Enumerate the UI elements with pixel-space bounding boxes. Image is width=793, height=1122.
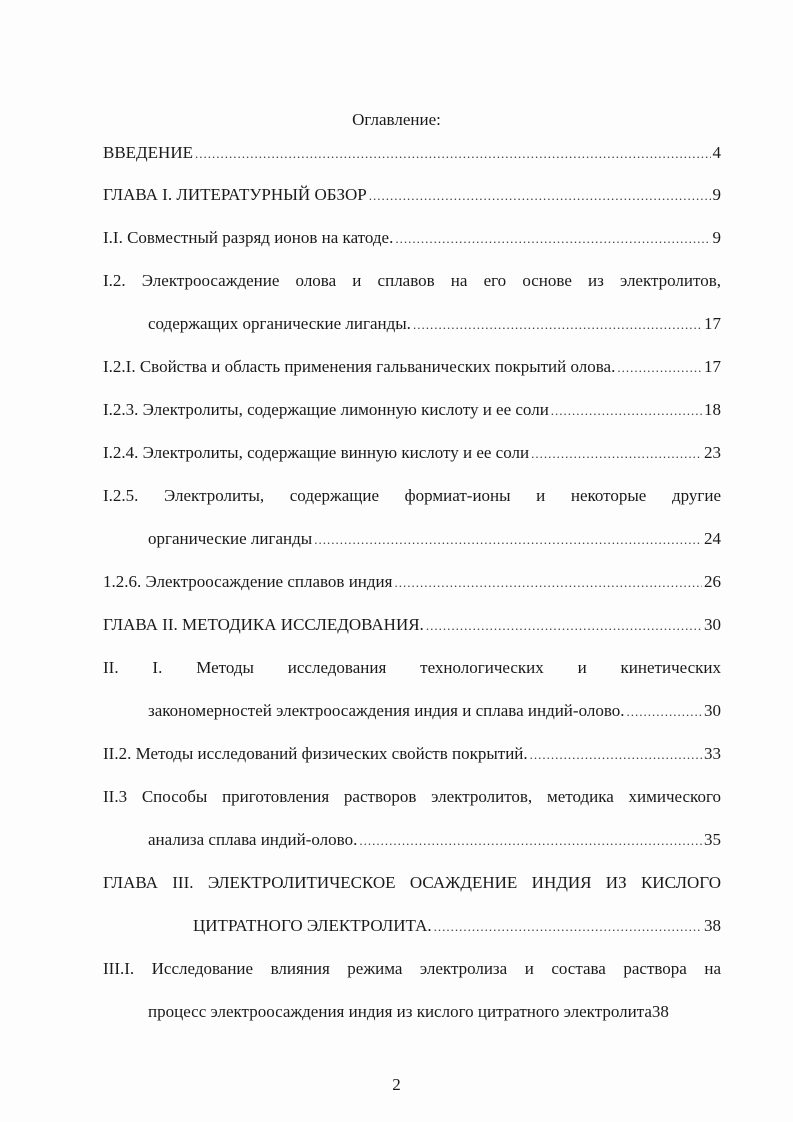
toc-entry-page: 17 bbox=[704, 357, 721, 376]
toc-leader-dots bbox=[530, 745, 702, 765]
toc-entry-line1: III.I. Исследование влияния режима электролиза и состава раствора на bbox=[103, 959, 721, 978]
toc-entry-page: 9 bbox=[712, 185, 721, 204]
toc-leader-dots bbox=[531, 444, 702, 464]
page-number: 2 bbox=[392, 1075, 401, 1094]
toc-entry-continuation bbox=[148, 314, 721, 335]
toc-entry-page: 30 bbox=[704, 615, 721, 634]
toc-leader-dots bbox=[434, 917, 702, 937]
toc-leader-dots bbox=[617, 358, 702, 378]
toc-entry-page: 24 bbox=[704, 529, 721, 548]
toc-entry-line1: I.2. Электроосаждение олова и сплавов на его основе из электролитов, bbox=[103, 271, 721, 290]
toc-entry-text: I.2.3. Электролиты, содержащие лимонную кислоту и ее соли bbox=[103, 400, 549, 419]
toc-entry-continuation bbox=[148, 701, 721, 722]
toc-entry-page: 23 bbox=[704, 443, 721, 462]
toc-entry-line1: II.3 Способы приготовления растворов электролитов, методика химического bbox=[103, 787, 721, 806]
toc-entry bbox=[103, 744, 721, 765]
toc-entry bbox=[103, 658, 721, 678]
toc-entry bbox=[103, 443, 721, 464]
toc-entry-text: ГЛАВА I. ЛИТЕРАТУРНЫЙ ОБЗОР bbox=[103, 185, 367, 204]
toc-entry-line2: ЦИТРАТНОГО ЭЛЕКТРОЛИТА. bbox=[193, 916, 432, 935]
toc-entry bbox=[103, 143, 721, 164]
toc-entry-page: 30 bbox=[704, 701, 721, 720]
toc-entry-line1: ГЛАВА III. ЭЛЕКТРОЛИТИЧЕСКОЕ ОСАЖДЕНИЕ ИНДИЯ ИЗ КИСЛОГО bbox=[103, 873, 721, 892]
toc-entry-continuation bbox=[148, 529, 721, 550]
toc-entry-page: 18 bbox=[704, 400, 721, 419]
toc-entry-text: 1.2.6. Электроосаждение сплавов индия bbox=[103, 572, 393, 591]
toc-leader-dots bbox=[413, 315, 702, 335]
toc-entry bbox=[103, 959, 721, 979]
toc-entry-continuation bbox=[148, 1002, 721, 1022]
toc-entry bbox=[103, 572, 721, 593]
toc-entry-page: 17 bbox=[704, 314, 721, 333]
toc-entry-page: 4 bbox=[712, 143, 721, 162]
toc-entry-text: ВВЕДЕНИЕ bbox=[103, 143, 193, 162]
toc-entry-text: I.I. Совместный разряд ионов на катоде. bbox=[103, 228, 394, 247]
toc-entry-page: 35 bbox=[704, 830, 721, 849]
toc-entry-line2: закономерностей электроосаждения индия и сплава индий-олово. bbox=[148, 701, 625, 720]
toc-entry bbox=[103, 400, 721, 421]
toc-entry bbox=[103, 357, 721, 378]
toc-leader-dots bbox=[395, 229, 710, 249]
toc-entry-text: II.2. Методы исследований физических свойств покрытий. bbox=[103, 744, 528, 763]
toc-leader-dots bbox=[394, 573, 702, 593]
toc-entry-line2: анализа сплава индий-олово. bbox=[148, 830, 358, 849]
toc-entry-text: ГЛАВА II. МЕТОДИКА ИССЛЕДОВАНИЯ. bbox=[103, 615, 424, 634]
toc-entry-line2: органические лиганды bbox=[148, 529, 313, 548]
toc-entry-page: 33 bbox=[704, 744, 721, 763]
toc-entry-line2: процесс электроосаждения индия из кислого цитратного электролита bbox=[148, 1002, 652, 1021]
toc-entry bbox=[103, 615, 721, 636]
toc-entry bbox=[103, 271, 721, 291]
toc-entry bbox=[103, 873, 721, 893]
toc-entry bbox=[103, 787, 721, 807]
toc-entry-page: 26 bbox=[704, 572, 721, 591]
toc-entry-text: I.2.4. Электролиты, содержащие винную кислоту и ее соли bbox=[103, 443, 530, 462]
toc-leader-dots bbox=[551, 401, 702, 421]
toc-entry-page: 9 bbox=[712, 228, 721, 247]
toc-entry-line1: II. I. Методы исследования технологических и кинетических bbox=[103, 658, 721, 677]
toc-entry-line1: I.2.5. Электролиты, содержащие формиат-ионы и некоторые другие bbox=[103, 486, 721, 505]
toc-entry-continuation bbox=[148, 830, 721, 851]
toc-entry bbox=[103, 228, 721, 249]
toc-leader-dots bbox=[627, 702, 703, 722]
toc-entry-page: 38 bbox=[651, 1002, 669, 1021]
toc-leader-dots bbox=[314, 530, 702, 550]
toc-leader-dots bbox=[359, 831, 702, 851]
toc-entry-text: I.2.I. Свойства и область применения гальванических покрытий олова. bbox=[103, 357, 616, 376]
toc-entry-continuation bbox=[193, 916, 721, 937]
toc-leader-dots bbox=[426, 616, 702, 636]
toc-leader-dots bbox=[195, 144, 711, 164]
toc-entry bbox=[103, 486, 721, 506]
toc-entry-line2: содержащих органические лиганды. bbox=[148, 314, 411, 333]
toc-title: Оглавление: bbox=[352, 110, 441, 129]
toc-entry bbox=[103, 185, 721, 206]
toc-entry-page: 38 bbox=[704, 916, 721, 935]
toc-leader-dots bbox=[369, 186, 711, 206]
